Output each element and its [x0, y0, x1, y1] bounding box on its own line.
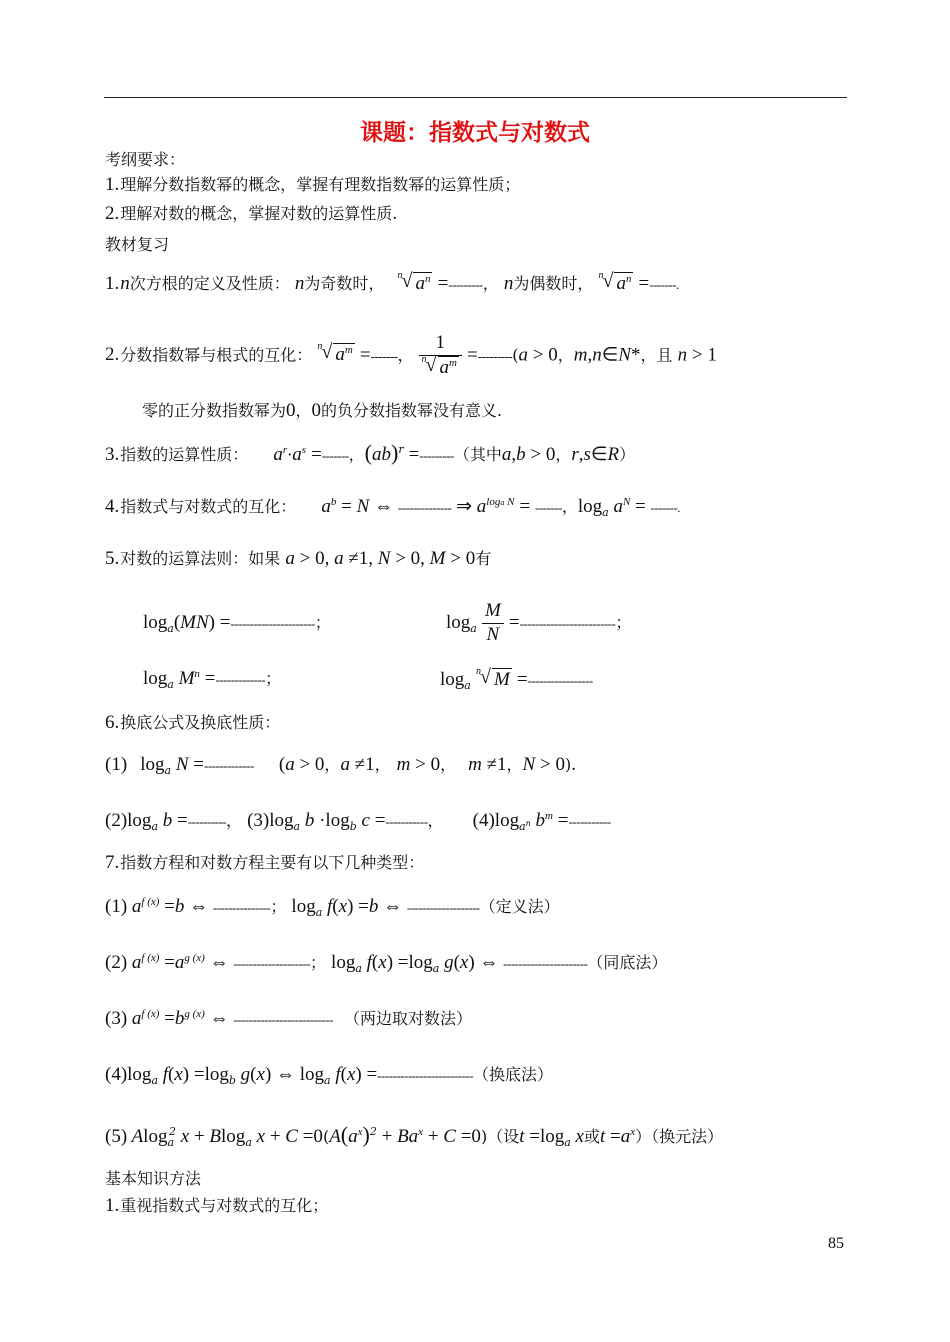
requirement-2: 2.理解对数的概念，掌握对数的运算性质. — [105, 203, 398, 224]
basic-1: 1.重视指数式与对数式的互化； — [105, 1195, 329, 1216]
equation-type-5: (5) Alog$_a^2$ x + Blog$_a$ $x + C =0(A(a^x)^2 + Ba^x + C =0)$（设$t =\log_a$ x或$t =a^x$）（换元法） — [105, 1122, 724, 1149]
requirement-1: 1.理解分数指数幂的概念，掌握有理数指数幂的运算性质； — [105, 174, 521, 195]
item-6: 6.换底公式及换底性质： — [105, 712, 281, 733]
log-rule-product: $\log_a(MN)$ =----------------------； — [143, 612, 331, 635]
section-basic: 基本知识方法 — [105, 1169, 202, 1188]
item-1: 1.n次方根的定义及性质： n为奇数时， n √ $a^n$ =---------， n为偶数时， n √ $a^n$ =-------. — [105, 270, 679, 294]
item-5: 5.对数的运算法则：如果 a > 0, a ≠1, N > 0, M > 0有 — [105, 548, 492, 569]
item-2: 2.分数指数幂与根式的互化： n √ $a^m$ =-------， 1 n √ $a^m$ =---------(a > 0，m,n∈N*，且 n > 1 — [105, 332, 717, 378]
log-rule-power: $\log_a M^n$ =-------------； — [143, 668, 282, 691]
top-rule — [104, 97, 847, 98]
equation-type-3: (3) $a^{f (x)} =b^{g (x)}$ ⇔ -------------------------- （两边取对数法） — [105, 1008, 473, 1029]
equation-type-2: (2) $a^{f (x)} =a^{g (x)}$ ⇔ --------------------； $\log_a f(x) =\log_a$ g(x) ⇔ ----------------------（同底法） — [105, 952, 668, 975]
log-rule-quotient: $\log_a$ $\frac{M}{N}$ =-------------------------； — [446, 600, 632, 645]
equation-type-4: $(4)\log_a$ $f(x) =\log_b$ g(x) ⇔ $\log_a f(x)$ =-------------------------（换底法） — [105, 1064, 553, 1087]
item-4: 4.指数式与对数式的互化： $a^b = N$ ⇔ -------------- ⇒ $a^{loga N}$ = -------，$\log_a a^N$ = -------. — [105, 496, 681, 519]
item-7: 7.指数方程和对数方程主要有以下几种类型： — [105, 852, 425, 873]
equation-type-1: (1) $a^{f (x)} =b$ ⇔ ---------------； $\log_a f(x) =b$ ⇔ -------------------（定义法） — [105, 896, 560, 919]
section-review: 教材复习 — [105, 235, 170, 254]
change-base-1: (1) $\log_a N$ =------------- (a > 0，a ≠1， m > 0， m ≠1，N > 0). — [105, 754, 576, 777]
syllabus-heading: 考纲要求： — [105, 150, 186, 169]
item-3: 3.指数的运算性质： $a^r\cdot a^s$ =-------，(ab)$^r$ =---------（其中a,b > 0，r,s∈R） — [105, 440, 636, 465]
log-rule-root: $\log_a$ n √ M =----------------- — [440, 666, 593, 692]
page-title: 课题：指数式与对数式 — [360, 120, 590, 146]
page-number: 85 — [828, 1235, 844, 1252]
change-base-2-4: $(2)\log_a$ b =----------， $(3)\log_a$ $b \cdot\log_b$ c =-----------， $(4)\log_{a^n}$ $b^m$ =----------- — [105, 810, 611, 833]
zero-power-note: 零的正分数指数幂为0，0的负分数指数幂没有意义. — [142, 400, 503, 421]
